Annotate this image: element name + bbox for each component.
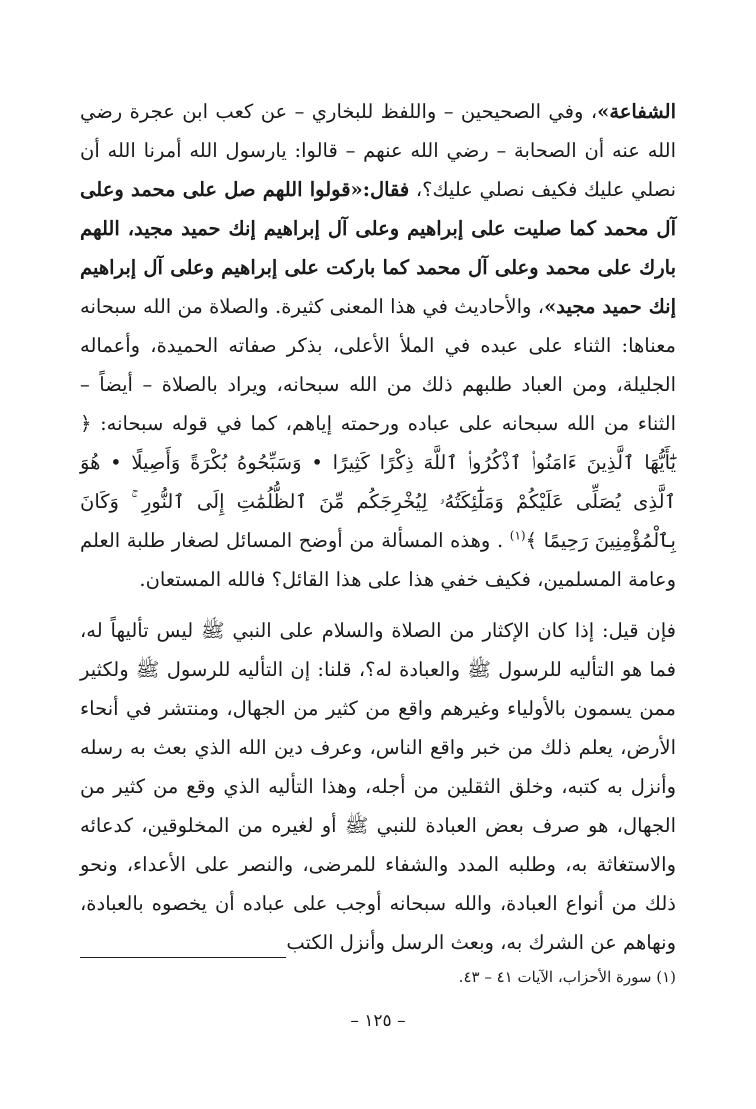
text-span: ، وفي الصحيحين – واللفظ للبخاري – عن كعب ابن عجرة رضي الله عنه أن الصحابة – رضي الله عنهم – قالوا: يارسول الله أمرنا الله أن نصلي عليك فكيف نصلي عليك؟، (80, 100, 676, 201)
text-span: فإن قيل: إذا كان الإكثار من الصلاة والسلام على النبي ﷺ ليس تأليهاً له، فما هو التأليه للرسول ﷺ والعبادة له؟، قلنا: إن التأليه للرسول ﷺ ولكثير ممن يسمون بالأولياء وغيرهم واقع من كثير من الجهال، ومنتشر في أنحاء الأرض، يعلم ذلك من خبر واقع الناس، وعرف دين الله الذي بعث به رسله وأنزل به كتبه، وخلق الثقلين من أجله، وهذا التأليه الذي وقع من كثير من الجهال، هو صرف بعض العبادة للنبي ﷺ أو لغيره من المخلوقين، كدعائه والاستغاثة به، وطلبه المدد والشفاء للمرضى، والنصر على الأعداء، ونحو ذلك من أنواع العبادة، والله سبحانه أوجب على عباده أن يخصوه بالعبادة، ونهاهم عن الشرك به، وبعث الرسل وأنزل الكتب (80, 619, 676, 954)
paragraph-2 (80, 611, 676, 962)
quran-verse: ﴿ يَٰٓأَيُّهَا ٱلَّذِينَ ءَامَنُوا۟ ٱذْكُرُوا۟ ٱللَّهَ ذِكْرًا كَثِيرًا • وَسَبِّحُوهُ بُكْرَةً وَأَصِيلًا • هُوَ ٱلَّذِى يُصَلِّى عَلَيْكُمْ وَمَلَٰٓئِكَتُهُۥ لِيُخْرِجَكُم مِّنَ ٱلظُّلُمَٰتِ إِلَى ٱلنُّورِ ۚ وَكَانَ بِٱلْمُؤْمِنِينَ رَحِيمًا ﴾ (80, 412, 676, 552)
paragraph-1 (80, 92, 676, 599)
footnote-reference[interactable]: (١) (509, 528, 526, 543)
hadith-quote: فقال:«قولوا اللهم صل على محمد وعلى آل محمد كما صليت على إبراهيم وعلى آل إبراهيم إنك حميد مجيد، اللهم بارك على محمد وعلى آل محمد كما باركت على إبراهيم وعلى آل إبراهيم إنك حميد مجيد» (80, 178, 676, 318)
footnote-divider (80, 957, 286, 958)
text-span: ، والأحاديث في هذا المعنى كثيرة. والصلاة من الله سبحانه معناها: الثناء على عبده في الملأ الأعلى، بذكر صفاته الحميدة، وأعماله الجليلة، ومن العباد طلبهم ذلك من الله سبحانه، ويراد بالصلاة – أيضاً – الثناء من الله سبحانه على عباده ورحمته إياهم، كما في قوله سبحانه: (80, 295, 677, 435)
body-text (80, 92, 676, 962)
bold-text: الشفاعة» (597, 100, 676, 123)
footnote: (١) سورة الأحزاب، الآيات ٤١ – ٤٣. (458, 968, 676, 986)
page-number: – ١٢٥ – (350, 1011, 406, 1031)
text-span: . وهذه المسألة من أوضح المسائل لصغار طلبة العلم وعامة المسلمين، فكيف خفي هذا على هذا القائل؟ فالله المستعان. (80, 529, 676, 591)
